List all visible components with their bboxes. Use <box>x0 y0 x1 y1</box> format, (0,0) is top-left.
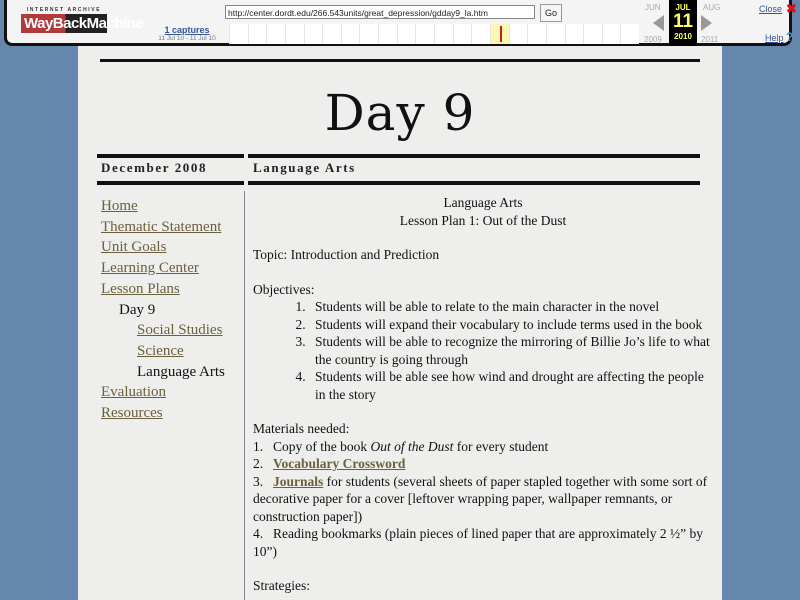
go-button[interactable]: Go <box>540 4 562 22</box>
nav-learning-center[interactable]: Learning Center <box>101 260 199 277</box>
content-heading: Language Arts <box>443 195 523 210</box>
item-number: 3. <box>253 473 264 489</box>
divider <box>248 154 700 158</box>
nav-unit-goals[interactable]: Unit Goals <box>101 239 167 256</box>
material-item <box>253 525 713 560</box>
nav-thematic-statement[interactable]: Thematic Statement <box>101 218 222 235</box>
column-divider <box>244 191 245 600</box>
list-item: 3. Students will be able to recognize the mirroring of Billie Jo’s life to what the country is going through <box>309 333 713 368</box>
divider <box>248 181 700 185</box>
next-arrow-icon[interactable] <box>701 15 712 31</box>
current-month: JUL <box>675 3 691 12</box>
material-text: Copy of the book <box>273 438 371 454</box>
material-text: for every student <box>453 438 549 454</box>
nav-evaluation[interactable]: Evaluation <box>101 384 166 401</box>
nav-lesson-plans[interactable]: Lesson Plans <box>101 280 180 297</box>
captures-link[interactable]: 1 captures <box>164 25 210 35</box>
content-subheading: Lesson Plan 1: Out of the Dust <box>399 212 567 228</box>
item-number: 1. <box>253 438 264 454</box>
nav-resources[interactable]: Resources <box>101 405 163 422</box>
next-month[interactable]: AUG <box>703 3 721 12</box>
prev-arrow-icon[interactable] <box>653 15 664 31</box>
help-link[interactable]: Help <box>765 33 784 43</box>
prev-month[interactable]: JUN <box>645 3 661 12</box>
divider <box>97 154 244 158</box>
material-text: Reading bookmarks (plain pieces of lined paper that are approximately 2 ½” by 10”) <box>253 526 703 559</box>
material-item <box>253 473 713 526</box>
material-item <box>253 455 713 473</box>
strategies-label: Strategies: <box>253 578 310 593</box>
objectives-label: Objectives: <box>253 281 315 297</box>
wayback-logo[interactable] <box>21 7 144 39</box>
current-capture-marker[interactable] <box>490 24 509 44</box>
current-day: 11 <box>672 11 694 32</box>
close-link[interactable]: Close <box>759 4 783 14</box>
divider <box>100 59 700 62</box>
captures-range: 11 Jul 10 - 11 Jul 10 <box>158 35 216 42</box>
url-input[interactable]: http://center.dordt.edu/266.543units/great_depression/gdday9_la.htm <box>225 5 535 19</box>
section-header: Language Arts <box>253 160 356 175</box>
page-body <box>78 46 722 600</box>
nav-science[interactable]: Science <box>137 342 184 359</box>
book-title: Out of the Dust <box>370 438 454 454</box>
logo-subtitle: INTERNET ARCHIVE <box>26 7 102 13</box>
materials-label: Materials needed: <box>253 421 350 436</box>
question-icon[interactable]: ? <box>786 30 794 44</box>
wayback-toolbar <box>4 0 797 46</box>
divider <box>97 181 244 185</box>
current-date <box>669 0 697 46</box>
nav-language-arts-current: Language Arts <box>137 363 225 380</box>
next-year[interactable]: 2011 <box>701 35 719 44</box>
list-item: 1. Students will be able to relate to the main character in the novel <box>309 298 713 316</box>
date-header: December 2008 <box>101 160 208 175</box>
prev-year[interactable]: 2009 <box>644 35 662 44</box>
close-x-icon[interactable]: ✖ <box>786 1 797 16</box>
calendar-nav <box>643 0 725 46</box>
topic: Topic: Introduction and Prediction <box>253 247 440 262</box>
current-year: 2010 <box>674 32 692 41</box>
item-number: 2. <box>253 456 264 471</box>
vocabulary-crossword-link[interactable]: Vocabulary Crossword <box>273 456 406 471</box>
captures-info <box>145 25 229 42</box>
objectives-list <box>253 298 713 403</box>
journals-link[interactable]: Journals <box>273 473 324 489</box>
lesson-content <box>253 194 713 595</box>
item-number: 4. <box>253 526 264 541</box>
capture-timeline[interactable] <box>229 24 639 44</box>
nav-social-studies[interactable]: Social Studies <box>137 322 223 339</box>
list-item: 4. Students will be able see how wind and drought are affecting the people in the story <box>309 368 713 403</box>
material-text: for students (several sheets of paper stapled together with some sort of decorative paper for a cover [leftover wrapping paper, wallpaper remnants, or construction paper]) <box>253 473 708 524</box>
list-item: 2. Students will expand their vocabulary to include terms used in the book <box>309 316 713 334</box>
logo-title: WayBackMachine <box>21 14 107 33</box>
sidebar-nav <box>101 196 225 424</box>
material-item <box>253 438 713 456</box>
nav-home[interactable]: Home <box>101 198 138 214</box>
page-title: Day 9 <box>324 84 476 142</box>
nav-day9: Day 9 <box>119 301 156 318</box>
